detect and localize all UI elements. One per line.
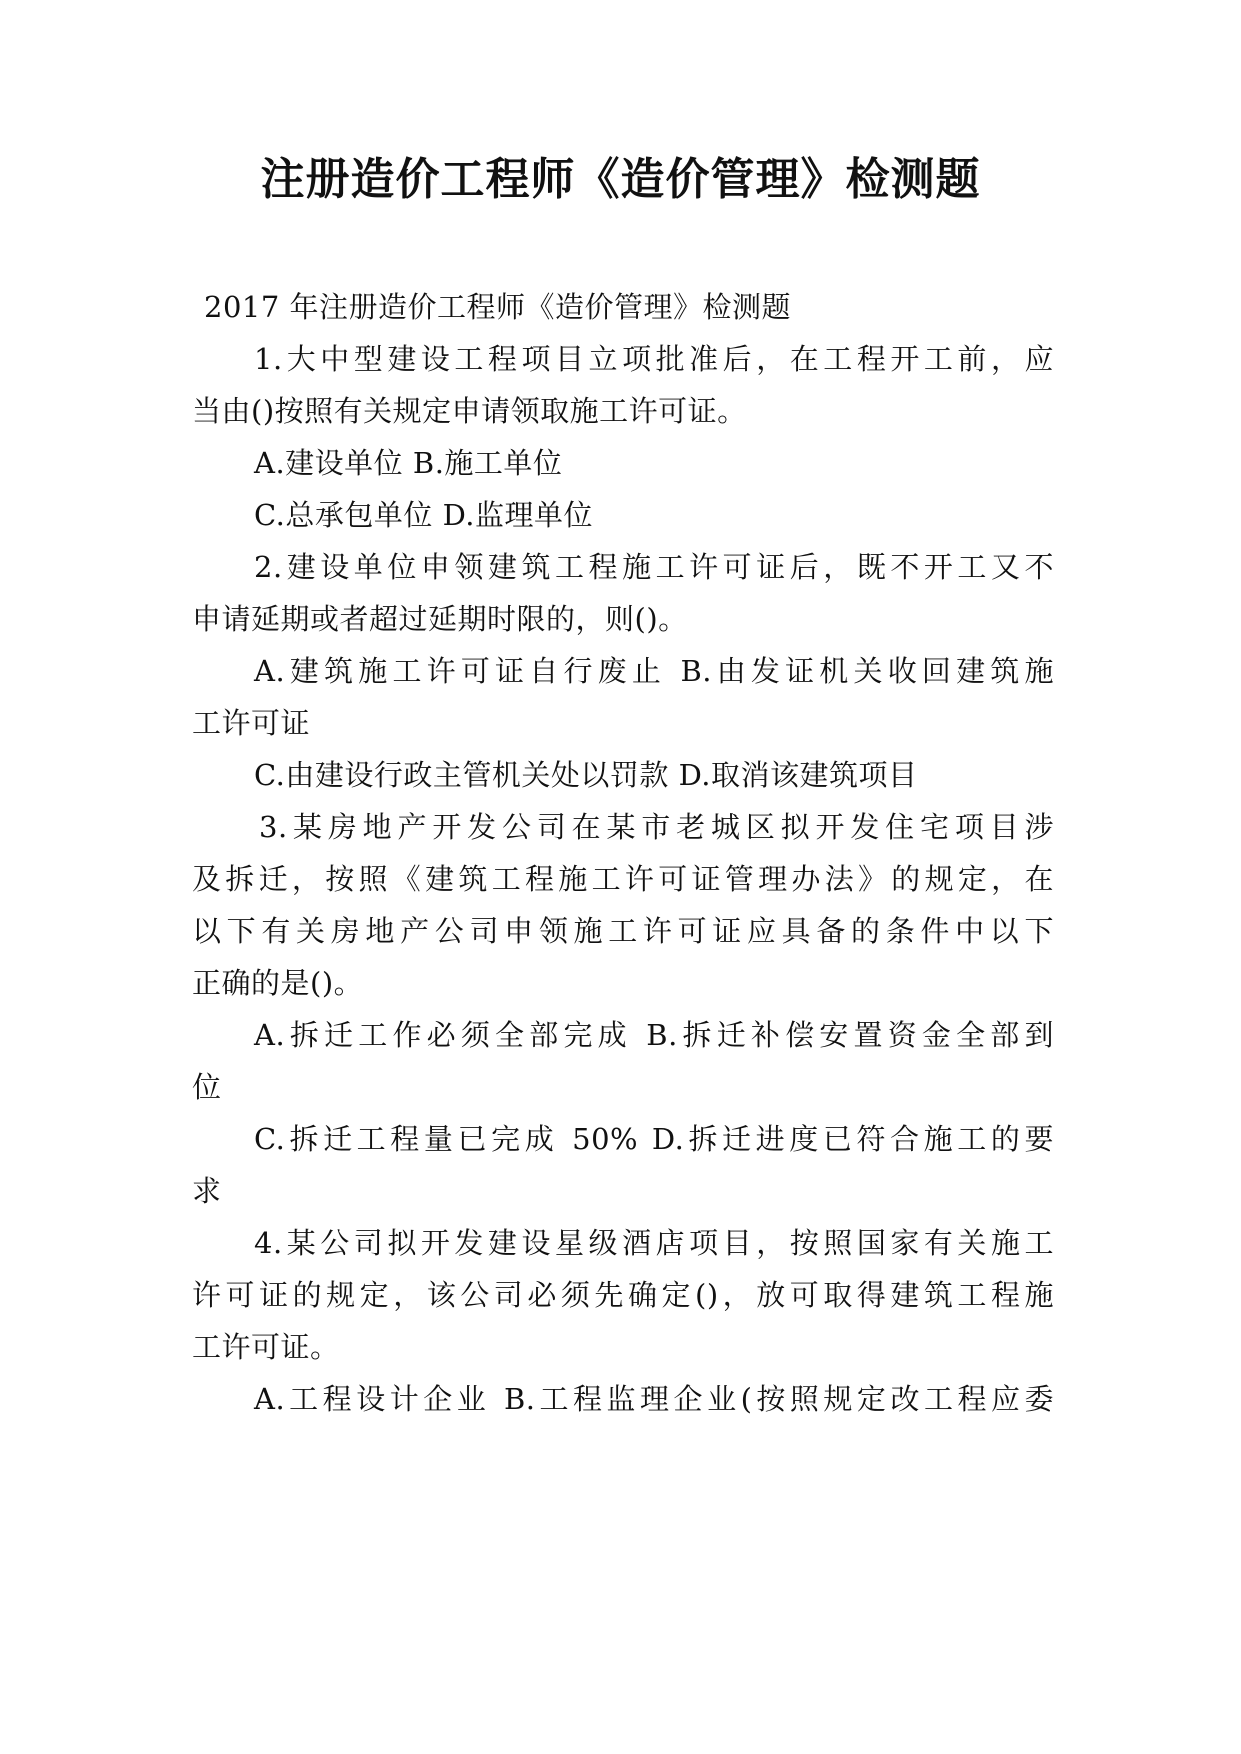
document-title: 注册造价工程师《造价管理》检测题 bbox=[260, 154, 981, 205]
text-line: 2.建设单位申领建筑工程施工许可证后，既不开工又不 bbox=[254, 550, 1054, 584]
option-line: A.工程设计企业 B.工程监理企业(按照规定改工程应委 bbox=[254, 1382, 1054, 1416]
text-line: 当由()按照有关规定申请领取施工许可证。 bbox=[192, 394, 747, 428]
option-line: C.总承包单位 D.监理单位 bbox=[254, 498, 594, 532]
text-line: 申请延期或者超过延期时限的，则()。 bbox=[192, 602, 688, 636]
option-line: A.建设单位 B.施工单位 bbox=[254, 446, 563, 480]
text-line: 许可证的规定，该公司必须先确定()，放可取得建筑工程施 bbox=[192, 1278, 1054, 1312]
option-line: C.由建设行政主管机关处以罚款 D.取消该建筑项目 bbox=[254, 758, 918, 792]
subtitle-line: 2017 年注册造价工程师《造价管理》检测题 bbox=[204, 290, 792, 324]
option-line: C.拆迁工程量已完成 50% D.拆迁进度已符合施工的要 bbox=[254, 1122, 1054, 1156]
option-line: A.拆迁工作必须全部完成 B.拆迁补偿安置资金全部到 bbox=[254, 1018, 1054, 1052]
text-line: 工许可证 bbox=[192, 706, 311, 740]
text-line: 以下有关房地产公司申领施工许可证应具备的条件中以下 bbox=[192, 914, 1054, 948]
option-line: A.建筑施工许可证自行废止 B.由发证机关收回建筑施 bbox=[254, 654, 1054, 688]
text-line: 位 bbox=[192, 1070, 222, 1104]
text-line: 求 bbox=[192, 1174, 222, 1208]
text-line: 及拆迁，按照《建筑工程施工许可证管理办法》的规定，在 bbox=[192, 862, 1054, 896]
text-line: 4.某公司拟开发建设星级酒店项目，按照国家有关施工 bbox=[254, 1226, 1054, 1260]
text-line: 3.某房地产开发公司在某市老城区拟开发住宅项目涉 bbox=[259, 810, 1054, 844]
text-line: 1.大中型建设工程项目立项批准后，在工程开工前，应 bbox=[254, 342, 1054, 376]
text-line: 工许可证。 bbox=[192, 1330, 340, 1364]
text-line: 正确的是()。 bbox=[192, 966, 364, 1000]
